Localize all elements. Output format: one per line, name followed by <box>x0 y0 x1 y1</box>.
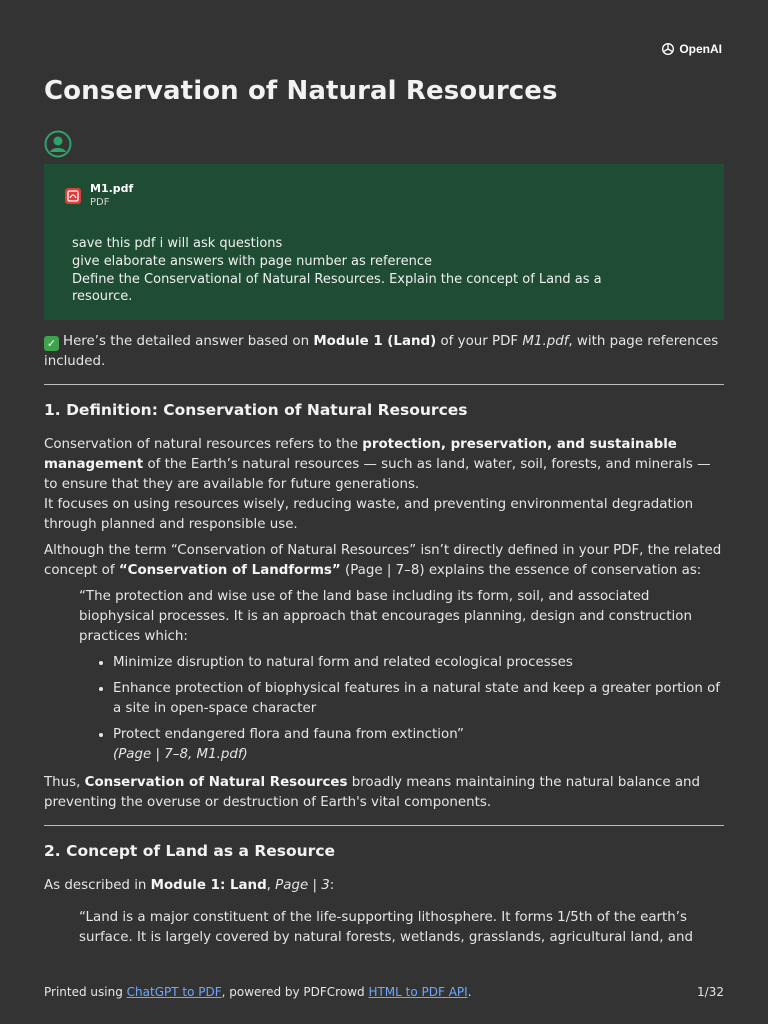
page-number: 1/32 <box>697 985 724 999</box>
file-name: M1.pdf <box>90 182 134 195</box>
list-item: • Protect endangered flora and fauna from extinction” (Page | 7–8, M1.pdf) <box>113 725 724 765</box>
citation: (Page | 7–8, M1.pdf) <box>113 747 248 762</box>
pdf-file-icon <box>64 187 82 205</box>
user-message <box>44 164 724 320</box>
quote-bullet-list <box>79 653 724 765</box>
check-mark-icon: ✓ <box>44 336 59 351</box>
land-quote: “Land is a major constituent of the life-supporting lithosphere. It forms 1/5th of the earth’s surface. It is largely covered by natural forests, wetlands, grasslands, agricultural land, and <box>79 910 693 945</box>
html-to-pdf-api-link[interactable]: HTML to PDF API <box>368 985 468 999</box>
section-heading-definition: 1. Definition: Conservation of Natural Resources <box>44 401 468 419</box>
landforms-paragraph: Although the term “Conservation of Natural Resources” isn’t directly defined in your PDF, the related concept of “Conservation of Landforms” (Page | 7–8) explains the essence of conservation as: <box>44 543 722 578</box>
logo-text: OpenAI <box>679 42 722 56</box>
file-attachment[interactable] <box>64 182 133 210</box>
landforms-quote: “The protection and wise use of the land base including its form, soil, and associated biophysical processes. It is an approach that encourages planning, design and construction practices which: • Minimize disruption to natural form and related ecological processes • Enhance protection of biophysical features in a natural state and keep a greater portion of a site in open-space character • Protect endangered flora and fauna from extinction” (Page | 7–8, M1.pdf) <box>79 587 724 765</box>
assistant-answer <box>44 332 724 956</box>
openai-logo <box>660 41 722 57</box>
list-item: • Enhance protection of biophysical features in a natural state and keep a greater portion of a site in open-space character <box>113 679 724 719</box>
user-message-text: save this pdf i will ask questions give elaborate answers with page number as reference Define the Conservational of Natural Resources. Explain the concept of Land as a resource. <box>72 236 602 305</box>
page-footer <box>44 985 724 999</box>
divider <box>44 825 724 826</box>
answer-intro: ✓ Here’s the detailed answer based on Module 1 (Land) of your PDF M1.pdf, with page references included. <box>44 334 719 369</box>
openai-knot-icon <box>660 41 676 57</box>
summary-paragraph: Thus, Conservation of Natural Resources broadly means maintaining the natural balance and preventing the overuse or destruction of Earth's vital components. <box>44 775 701 810</box>
chatgpt-to-pdf-link[interactable]: ChatGPT to PDF <box>126 985 222 999</box>
divider <box>44 384 724 385</box>
list-item: • Minimize disruption to natural form and related ecological processes <box>113 653 724 673</box>
land-intro-paragraph: As described in Module 1: Land, Page | 3: <box>44 878 335 893</box>
definition-paragraph: Conservation of natural resources refers to the protection, preservation, and sustainable management of the Earth’s natural resources — such as land, water, soil, forests, and minerals — to ensure that they are available for future generations. It focuses on using resources wisely, reducing waste, and preventing environmental degradation through planned and responsible use. <box>44 437 711 532</box>
file-type: PDF <box>90 197 110 208</box>
user-avatar-icon <box>44 130 72 158</box>
section-heading-land: 2. Concept of Land as a Resource <box>44 842 336 860</box>
footer-credit: Printed using ChatGPT to PDF, powered by PDFCrowd HTML to PDF API. <box>44 985 472 999</box>
page-title: Conservation of Natural Resources <box>44 76 558 106</box>
